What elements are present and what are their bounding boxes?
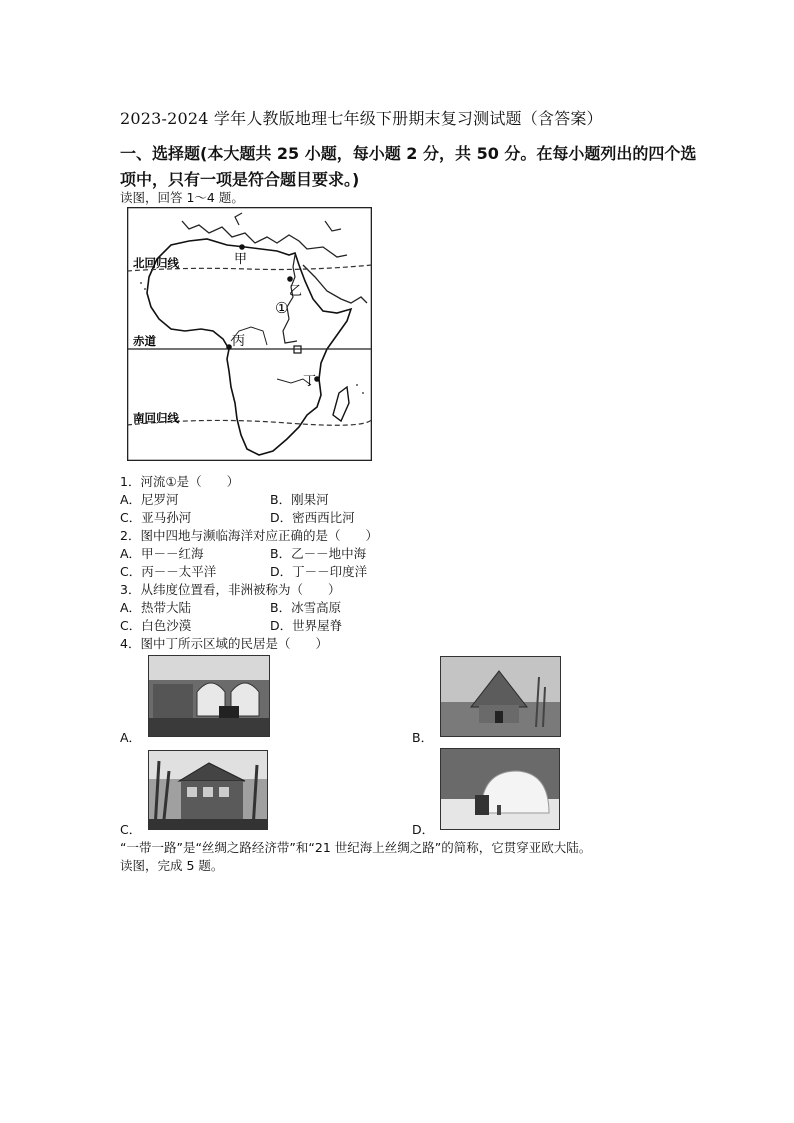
question-1-stem: 1．河流①是（ ） bbox=[120, 474, 240, 489]
question-3-stem: 3．从纬度位置看，非洲被称为（ ） bbox=[120, 582, 341, 597]
label-river-1: ① bbox=[275, 299, 289, 317]
label-bing: 丙 bbox=[232, 334, 246, 349]
q2-option-a[interactable]: A．甲－－红海 bbox=[120, 546, 204, 561]
photo-a-adobe-house[interactable] bbox=[148, 655, 270, 737]
point-jia bbox=[239, 244, 245, 250]
intro-text: 读图，回答 1～4 题。 bbox=[120, 190, 244, 205]
document-title: 2023-2024 学年人教版地理七年级下册期末复习测试题（含答案） bbox=[120, 109, 603, 128]
q1-option-a[interactable]: A．尼罗河 bbox=[120, 492, 179, 507]
q2-option-b[interactable]: B．乙－－地中海 bbox=[270, 546, 367, 561]
q3-option-c[interactable]: C．白色沙漠 bbox=[120, 618, 192, 633]
label-tropic-south: 南回归线 bbox=[133, 411, 179, 425]
label-ding: 丁 bbox=[303, 374, 317, 389]
q4-option-c[interactable]: C． bbox=[120, 822, 142, 837]
point-yi bbox=[287, 276, 293, 282]
q3-option-d[interactable]: D．世界屋脊 bbox=[270, 618, 343, 633]
passage-instruction: 读图，完成 5 题。 bbox=[120, 858, 224, 873]
question-4-stem: 4．图中丁所示区域的民居是（ ） bbox=[120, 636, 328, 651]
label-jia: 甲 bbox=[234, 252, 248, 267]
q4-option-b[interactable]: B． bbox=[412, 730, 434, 745]
photo-b-thatched-hut[interactable] bbox=[440, 656, 561, 737]
section-heading: 一、选择题(本大题共 25 小题，每小题 2 分，共 50 分。在每小题列出的四个选项中，只有一项是符合题目要求。) bbox=[120, 144, 697, 189]
q1-option-c[interactable]: C．亚马孙河 bbox=[120, 510, 192, 525]
q3-option-b[interactable]: B．冰雪高原 bbox=[270, 600, 342, 615]
q4-option-d[interactable]: D． bbox=[412, 822, 435, 837]
q2-option-d[interactable]: D．丁－－印度洋 bbox=[270, 564, 368, 579]
label-tropic-north: 北回归线 bbox=[133, 256, 179, 270]
africa-map bbox=[127, 207, 372, 461]
question-2-stem: 2．图中四地与濒临海洋对应正确的是（ ） bbox=[120, 528, 378, 543]
label-equator: 赤道 bbox=[133, 334, 156, 348]
point-bing bbox=[226, 344, 232, 350]
q1-option-d[interactable]: D．密西西比河 bbox=[270, 510, 355, 525]
q1-option-b[interactable]: B．刚果河 bbox=[270, 492, 329, 507]
q3-option-a[interactable]: A．热带大陆 bbox=[120, 600, 192, 615]
photo-c-wooden-house[interactable] bbox=[148, 750, 268, 830]
photo-d-igloo[interactable] bbox=[440, 748, 560, 830]
label-yi: 乙 bbox=[289, 284, 303, 299]
passage-text: “一带一路”是“丝绸之路经济带”和“21 世纪海上丝绸之路”的简称，它贯穿亚欧大陆。 bbox=[120, 840, 592, 855]
q4-option-a[interactable]: A． bbox=[120, 730, 142, 745]
q2-option-c[interactable]: C．丙－－太平洋 bbox=[120, 564, 217, 579]
